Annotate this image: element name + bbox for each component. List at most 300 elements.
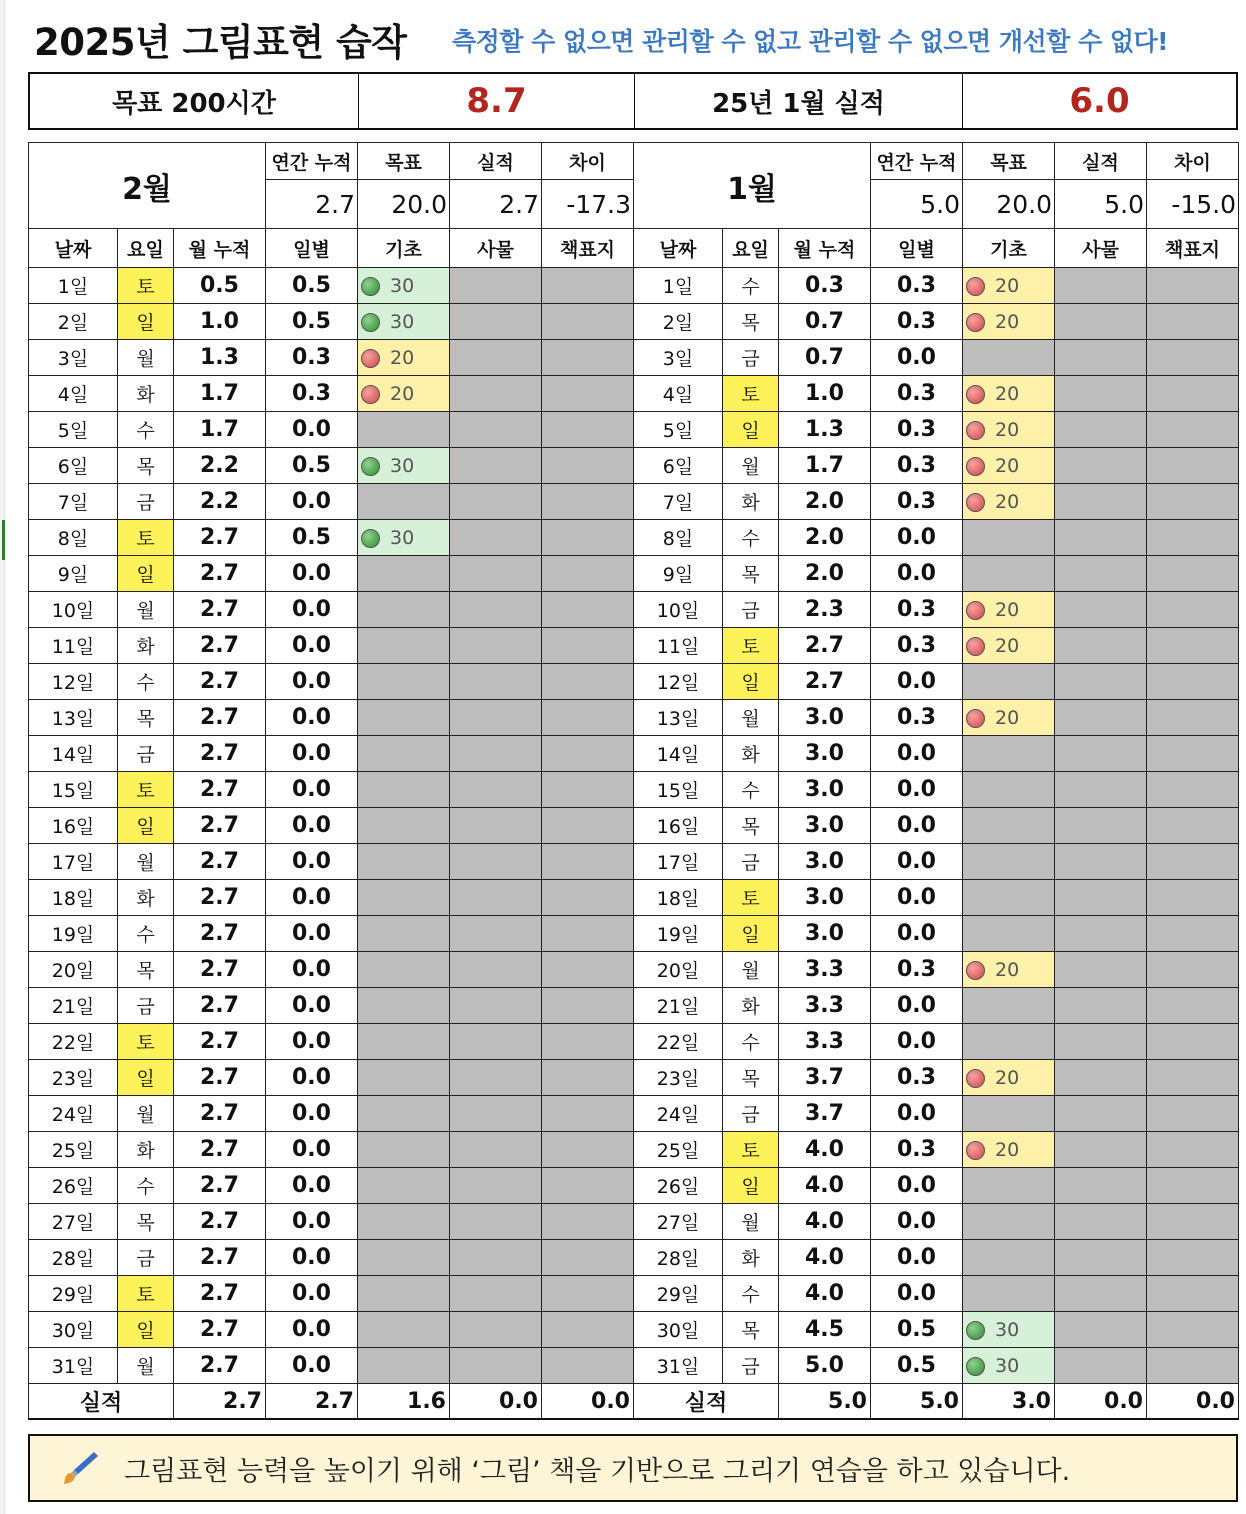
cumulative-cell[interactable]: 0.3 [779, 268, 871, 304]
basic-cell[interactable] [358, 880, 450, 916]
object-cell[interactable] [450, 484, 542, 520]
date-cell[interactable]: 31일 [29, 1348, 118, 1384]
daily-cell[interactable]: 0.0 [266, 700, 358, 736]
weekday-cell[interactable]: 수 [118, 664, 174, 700]
cover-cell[interactable] [1147, 268, 1239, 304]
object-cell[interactable] [450, 808, 542, 844]
cumulative-cell[interactable]: 3.0 [779, 700, 871, 736]
date-cell[interactable]: 29일 [29, 1276, 118, 1312]
object-cell[interactable] [1055, 700, 1147, 736]
column-header-dow[interactable]: 요일 [118, 229, 174, 268]
date-cell[interactable]: 5일 [634, 412, 723, 448]
daily-cell[interactable]: 0.0 [871, 556, 963, 592]
object-cell[interactable] [1055, 1132, 1147, 1168]
basic-cell[interactable] [358, 268, 450, 304]
basic-cell[interactable] [358, 340, 450, 376]
daily-cell[interactable]: 0.0 [871, 916, 963, 952]
weekday-cell[interactable]: 화 [118, 628, 174, 664]
cover-cell[interactable] [542, 304, 634, 340]
basic-cell[interactable] [358, 412, 450, 448]
total-cumulative[interactable]: 2.7 [174, 1384, 266, 1420]
weekday-cell[interactable]: 목 [723, 1312, 779, 1348]
date-cell[interactable]: 8일 [634, 520, 723, 556]
date-cell[interactable]: 25일 [634, 1132, 723, 1168]
basic-cell[interactable] [358, 1024, 450, 1060]
daily-cell[interactable]: 0.0 [266, 556, 358, 592]
object-cell[interactable] [450, 628, 542, 664]
cumulative-cell[interactable]: 0.7 [779, 340, 871, 376]
basic-cell[interactable] [963, 916, 1055, 952]
daily-cell[interactable]: 0.0 [266, 412, 358, 448]
object-cell[interactable] [1055, 592, 1147, 628]
date-cell[interactable]: 31일 [634, 1348, 723, 1384]
basic-cell[interactable] [358, 628, 450, 664]
cumulative-cell[interactable]: 2.7 [174, 1240, 266, 1276]
column-header-cumulative[interactable]: 월 누적 [779, 229, 871, 268]
annual-label[interactable]: 연간 누적 [871, 143, 963, 180]
column-header-object[interactable]: 사물 [450, 229, 542, 268]
basic-cell[interactable] [963, 808, 1055, 844]
daily-cell[interactable]: 0.3 [871, 268, 963, 304]
month-title[interactable]: 1월 [634, 143, 871, 229]
total-cover[interactable]: 0.0 [542, 1384, 634, 1420]
weekday-cell[interactable]: 토 [118, 520, 174, 556]
object-cell[interactable] [1055, 268, 1147, 304]
weekday-cell[interactable]: 월 [118, 844, 174, 880]
cover-cell[interactable] [542, 1132, 634, 1168]
total-basic[interactable]: 1.6 [358, 1384, 450, 1420]
cover-cell[interactable] [542, 484, 634, 520]
cumulative-cell[interactable]: 2.7 [174, 736, 266, 772]
date-cell[interactable]: 3일 [634, 340, 723, 376]
date-cell[interactable]: 19일 [29, 916, 118, 952]
cumulative-cell[interactable]: 3.3 [779, 952, 871, 988]
cumulative-cell[interactable]: 2.7 [174, 880, 266, 916]
weekday-cell[interactable]: 일 [723, 1168, 779, 1204]
cover-cell[interactable] [542, 880, 634, 916]
date-cell[interactable]: 2일 [29, 304, 118, 340]
cover-cell[interactable] [1147, 916, 1239, 952]
daily-cell[interactable]: 0.5 [266, 448, 358, 484]
weekday-cell[interactable]: 월 [118, 1348, 174, 1384]
basic-cell[interactable] [963, 988, 1055, 1024]
object-cell[interactable] [450, 1312, 542, 1348]
cumulative-cell[interactable]: 4.0 [779, 1204, 871, 1240]
cumulative-cell[interactable]: 2.7 [174, 1096, 266, 1132]
cumulative-cell[interactable]: 2.7 [174, 1312, 266, 1348]
object-cell[interactable] [1055, 916, 1147, 952]
weekday-cell[interactable]: 금 [723, 844, 779, 880]
basic-cell[interactable] [963, 700, 1055, 736]
cover-cell[interactable] [1147, 1060, 1239, 1096]
weekday-cell[interactable]: 금 [118, 736, 174, 772]
date-cell[interactable]: 9일 [634, 556, 723, 592]
daily-cell[interactable]: 0.0 [266, 808, 358, 844]
total-object[interactable]: 0.0 [450, 1384, 542, 1420]
month-title[interactable]: 2월 [29, 143, 266, 229]
object-cell[interactable] [1055, 1348, 1147, 1384]
date-cell[interactable]: 6일 [634, 448, 723, 484]
object-cell[interactable] [450, 1348, 542, 1384]
basic-cell[interactable] [963, 340, 1055, 376]
date-cell[interactable]: 29일 [634, 1276, 723, 1312]
weekday-cell[interactable]: 일 [723, 664, 779, 700]
month-value-cell[interactable] [963, 74, 1236, 128]
cumulative-cell[interactable]: 2.7 [174, 1060, 266, 1096]
daily-cell[interactable]: 0.0 [266, 592, 358, 628]
daily-cell[interactable]: 0.0 [266, 772, 358, 808]
weekday-cell[interactable]: 월 [723, 1204, 779, 1240]
cumulative-cell[interactable]: 0.7 [779, 304, 871, 340]
date-cell[interactable]: 9일 [29, 556, 118, 592]
cover-cell[interactable] [542, 268, 634, 304]
cover-cell[interactable] [1147, 304, 1239, 340]
cumulative-cell[interactable]: 3.0 [779, 772, 871, 808]
basic-cell[interactable] [358, 304, 450, 340]
date-cell[interactable]: 13일 [634, 700, 723, 736]
daily-cell[interactable]: 0.0 [266, 1348, 358, 1384]
object-cell[interactable] [450, 736, 542, 772]
daily-cell[interactable]: 0.0 [871, 664, 963, 700]
cover-cell[interactable] [542, 952, 634, 988]
weekday-cell[interactable]: 금 [118, 1240, 174, 1276]
daily-cell[interactable]: 0.0 [871, 1240, 963, 1276]
diff-label[interactable]: 차이 [1147, 143, 1239, 180]
daily-cell[interactable]: 0.0 [266, 736, 358, 772]
basic-cell[interactable] [358, 520, 450, 556]
date-cell[interactable]: 24일 [29, 1096, 118, 1132]
weekday-cell[interactable]: 일 [118, 1060, 174, 1096]
date-cell[interactable]: 4일 [29, 376, 118, 412]
weekday-cell[interactable]: 목 [118, 1204, 174, 1240]
object-cell[interactable] [1055, 772, 1147, 808]
weekday-cell[interactable]: 목 [118, 700, 174, 736]
cover-cell[interactable] [542, 448, 634, 484]
weekday-cell[interactable]: 목 [118, 448, 174, 484]
weekday-cell[interactable]: 일 [118, 304, 174, 340]
object-cell[interactable] [1055, 736, 1147, 772]
daily-cell[interactable]: 0.0 [266, 1312, 358, 1348]
weekday-cell[interactable]: 월 [118, 1096, 174, 1132]
basic-cell[interactable] [963, 1240, 1055, 1276]
cumulative-cell[interactable]: 2.7 [174, 844, 266, 880]
daily-cell[interactable]: 0.0 [266, 1204, 358, 1240]
object-cell[interactable] [1055, 952, 1147, 988]
date-cell[interactable]: 7일 [29, 484, 118, 520]
date-cell[interactable]: 22일 [634, 1024, 723, 1060]
total-cumulative[interactable]: 5.0 [779, 1384, 871, 1420]
weekday-cell[interactable]: 일 [118, 1312, 174, 1348]
object-cell[interactable] [450, 448, 542, 484]
date-cell[interactable]: 5일 [29, 412, 118, 448]
cumulative-cell[interactable]: 2.7 [174, 592, 266, 628]
diff-value[interactable]: -15.0 [1147, 180, 1239, 229]
cover-cell[interactable] [1147, 700, 1239, 736]
basic-cell[interactable] [358, 1348, 450, 1384]
weekday-cell[interactable]: 월 [118, 592, 174, 628]
cumulative-cell[interactable]: 2.7 [779, 664, 871, 700]
date-cell[interactable]: 16일 [634, 808, 723, 844]
date-cell[interactable]: 13일 [29, 700, 118, 736]
daily-cell[interactable]: 0.0 [266, 916, 358, 952]
date-cell[interactable]: 10일 [29, 592, 118, 628]
cover-cell[interactable] [1147, 340, 1239, 376]
weekday-cell[interactable]: 일 [118, 808, 174, 844]
weekday-cell[interactable]: 토 [723, 1132, 779, 1168]
weekday-cell[interactable]: 수 [723, 268, 779, 304]
cumulative-cell[interactable]: 2.7 [174, 628, 266, 664]
date-cell[interactable]: 12일 [634, 664, 723, 700]
weekday-cell[interactable]: 토 [723, 880, 779, 916]
daily-cell[interactable]: 0.3 [871, 700, 963, 736]
object-cell[interactable] [1055, 484, 1147, 520]
daily-cell[interactable]: 0.3 [266, 340, 358, 376]
cover-cell[interactable] [1147, 844, 1239, 880]
basic-cell[interactable] [358, 1168, 450, 1204]
weekday-cell[interactable]: 수 [723, 772, 779, 808]
date-cell[interactable]: 25일 [29, 1132, 118, 1168]
cover-cell[interactable] [1147, 1132, 1239, 1168]
object-cell[interactable] [450, 952, 542, 988]
daily-cell[interactable]: 0.0 [871, 1276, 963, 1312]
date-cell[interactable]: 22일 [29, 1024, 118, 1060]
object-cell[interactable] [450, 1168, 542, 1204]
object-cell[interactable] [450, 988, 542, 1024]
cover-cell[interactable] [542, 1168, 634, 1204]
annual-value[interactable]: 5.0 [871, 180, 963, 229]
weekday-cell[interactable]: 수 [118, 412, 174, 448]
basic-cell[interactable] [963, 628, 1055, 664]
basic-cell[interactable] [963, 520, 1055, 556]
weekday-cell[interactable]: 금 [118, 484, 174, 520]
object-cell[interactable] [1055, 1096, 1147, 1132]
cumulative-cell[interactable]: 2.0 [779, 556, 871, 592]
cover-cell[interactable] [542, 556, 634, 592]
weekday-cell[interactable]: 수 [118, 1168, 174, 1204]
column-header-object[interactable]: 사물 [1055, 229, 1147, 268]
weekday-cell[interactable]: 월 [118, 340, 174, 376]
cover-cell[interactable] [542, 1348, 634, 1384]
daily-cell[interactable]: 0.0 [266, 1024, 358, 1060]
cumulative-cell[interactable]: 1.7 [174, 412, 266, 448]
cover-cell[interactable] [1147, 736, 1239, 772]
basic-cell[interactable] [358, 1060, 450, 1096]
weekday-cell[interactable]: 화 [118, 376, 174, 412]
daily-cell[interactable]: 0.0 [266, 988, 358, 1024]
cumulative-cell[interactable]: 2.7 [174, 808, 266, 844]
basic-cell[interactable] [358, 1312, 450, 1348]
weekday-cell[interactable]: 화 [118, 880, 174, 916]
cumulative-cell[interactable]: 2.7 [174, 1024, 266, 1060]
cumulative-cell[interactable]: 4.0 [779, 1276, 871, 1312]
basic-cell[interactable] [358, 1096, 450, 1132]
basic-cell[interactable] [963, 1132, 1055, 1168]
basic-cell[interactable] [358, 592, 450, 628]
cover-cell[interactable] [542, 916, 634, 952]
cumulative-cell[interactable]: 2.7 [779, 628, 871, 664]
daily-cell[interactable]: 0.0 [266, 1168, 358, 1204]
daily-cell[interactable]: 0.0 [871, 808, 963, 844]
cover-cell[interactable] [1147, 556, 1239, 592]
cumulative-cell[interactable]: 1.3 [779, 412, 871, 448]
object-cell[interactable] [450, 340, 542, 376]
basic-cell[interactable] [358, 844, 450, 880]
weekday-cell[interactable]: 화 [118, 1132, 174, 1168]
cumulative-cell[interactable]: 2.7 [174, 700, 266, 736]
cover-cell[interactable] [1147, 772, 1239, 808]
weekday-cell[interactable]: 일 [118, 556, 174, 592]
cover-cell[interactable] [1147, 808, 1239, 844]
weekday-cell[interactable]: 금 [723, 1096, 779, 1132]
basic-cell[interactable] [963, 1096, 1055, 1132]
cumulative-cell[interactable]: 5.0 [779, 1348, 871, 1384]
weekday-cell[interactable]: 금 [723, 592, 779, 628]
object-cell[interactable] [450, 664, 542, 700]
date-cell[interactable]: 20일 [634, 952, 723, 988]
column-header-dow[interactable]: 요일 [723, 229, 779, 268]
cumulative-cell[interactable]: 2.7 [174, 520, 266, 556]
daily-cell[interactable]: 0.0 [266, 628, 358, 664]
cumulative-cell[interactable]: 2.7 [174, 952, 266, 988]
object-cell[interactable] [1055, 304, 1147, 340]
weekday-cell[interactable]: 화 [723, 988, 779, 1024]
daily-cell[interactable]: 0.0 [871, 1024, 963, 1060]
basic-cell[interactable] [963, 1276, 1055, 1312]
basic-cell[interactable] [963, 1168, 1055, 1204]
object-cell[interactable] [450, 844, 542, 880]
date-cell[interactable]: 21일 [29, 988, 118, 1024]
daily-cell[interactable]: 0.5 [871, 1348, 963, 1384]
basic-cell[interactable] [963, 1348, 1055, 1384]
basic-cell[interactable] [358, 484, 450, 520]
date-cell[interactable]: 15일 [29, 772, 118, 808]
date-cell[interactable]: 8일 [29, 520, 118, 556]
column-header-cumulative[interactable]: 월 누적 [174, 229, 266, 268]
object-cell[interactable] [450, 592, 542, 628]
cover-cell[interactable] [542, 664, 634, 700]
weekday-cell[interactable]: 토 [723, 628, 779, 664]
cumulative-cell[interactable]: 4.0 [779, 1132, 871, 1168]
date-cell[interactable]: 24일 [634, 1096, 723, 1132]
column-header-daily[interactable]: 일별 [871, 229, 963, 268]
cumulative-cell[interactable]: 2.7 [174, 1132, 266, 1168]
cumulative-cell[interactable]: 2.7 [174, 1348, 266, 1384]
object-cell[interactable] [450, 880, 542, 916]
date-cell[interactable]: 14일 [634, 736, 723, 772]
daily-cell[interactable]: 0.3 [871, 592, 963, 628]
weekday-cell[interactable]: 월 [723, 700, 779, 736]
basic-cell[interactable] [358, 376, 450, 412]
object-cell[interactable] [450, 304, 542, 340]
month-label-cell[interactable] [635, 74, 963, 128]
basic-cell[interactable] [963, 952, 1055, 988]
daily-cell[interactable]: 0.3 [871, 628, 963, 664]
date-cell[interactable]: 17일 [634, 844, 723, 880]
cumulative-cell[interactable]: 0.5 [174, 268, 266, 304]
object-cell[interactable] [450, 520, 542, 556]
object-cell[interactable] [1055, 808, 1147, 844]
date-cell[interactable]: 18일 [29, 880, 118, 916]
cumulative-cell[interactable]: 4.0 [779, 1168, 871, 1204]
basic-cell[interactable] [963, 592, 1055, 628]
date-cell[interactable]: 20일 [29, 952, 118, 988]
basic-cell[interactable] [963, 1204, 1055, 1240]
cover-cell[interactable] [1147, 1168, 1239, 1204]
object-cell[interactable] [450, 556, 542, 592]
cover-cell[interactable] [542, 1240, 634, 1276]
cumulative-cell[interactable]: 2.2 [174, 448, 266, 484]
goal-value[interactable]: 20.0 [963, 180, 1055, 229]
object-cell[interactable] [1055, 556, 1147, 592]
object-cell[interactable] [450, 1024, 542, 1060]
basic-cell[interactable] [358, 1240, 450, 1276]
daily-cell[interactable]: 0.0 [266, 952, 358, 988]
column-header-cover[interactable]: 책표지 [542, 229, 634, 268]
cumulative-cell[interactable]: 2.7 [174, 1276, 266, 1312]
cumulative-cell[interactable]: 2.7 [174, 1168, 266, 1204]
cumulative-cell[interactable]: 1.0 [174, 304, 266, 340]
cover-cell[interactable] [1147, 448, 1239, 484]
basic-cell[interactable] [963, 1312, 1055, 1348]
cover-cell[interactable] [1147, 1024, 1239, 1060]
object-cell[interactable] [450, 1132, 542, 1168]
weekday-cell[interactable]: 화 [723, 484, 779, 520]
date-cell[interactable]: 16일 [29, 808, 118, 844]
daily-cell[interactable]: 0.3 [871, 448, 963, 484]
weekday-cell[interactable]: 목 [723, 1060, 779, 1096]
cumulative-cell[interactable]: 2.7 [174, 664, 266, 700]
date-cell[interactable]: 6일 [29, 448, 118, 484]
basic-cell[interactable] [358, 916, 450, 952]
weekday-cell[interactable]: 토 [118, 1276, 174, 1312]
cover-cell[interactable] [1147, 1312, 1239, 1348]
cover-cell[interactable] [1147, 376, 1239, 412]
daily-cell[interactable]: 0.0 [871, 1096, 963, 1132]
weekday-cell[interactable]: 목 [723, 556, 779, 592]
cover-cell[interactable] [542, 1276, 634, 1312]
weekday-cell[interactable]: 토 [723, 376, 779, 412]
cover-cell[interactable] [1147, 1348, 1239, 1384]
cover-cell[interactable] [1147, 592, 1239, 628]
cover-cell[interactable] [542, 700, 634, 736]
cover-cell[interactable] [1147, 1096, 1239, 1132]
object-cell[interactable] [1055, 376, 1147, 412]
object-cell[interactable] [450, 412, 542, 448]
cover-cell[interactable] [542, 988, 634, 1024]
cover-cell[interactable] [542, 736, 634, 772]
object-cell[interactable] [450, 1060, 542, 1096]
object-cell[interactable] [1055, 412, 1147, 448]
cover-cell[interactable] [542, 1060, 634, 1096]
cumulative-cell[interactable]: 3.0 [779, 808, 871, 844]
daily-cell[interactable]: 0.3 [871, 952, 963, 988]
date-cell[interactable]: 26일 [29, 1168, 118, 1204]
daily-cell[interactable]: 0.3 [871, 376, 963, 412]
cover-cell[interactable] [1147, 988, 1239, 1024]
cover-cell[interactable] [542, 376, 634, 412]
cover-cell[interactable] [542, 520, 634, 556]
object-cell[interactable] [450, 268, 542, 304]
cover-cell[interactable] [542, 844, 634, 880]
cumulative-cell[interactable]: 2.0 [779, 484, 871, 520]
basic-cell[interactable] [963, 484, 1055, 520]
daily-cell[interactable]: 0.0 [871, 772, 963, 808]
basic-cell[interactable] [358, 988, 450, 1024]
date-cell[interactable]: 10일 [634, 592, 723, 628]
cover-cell[interactable] [1147, 520, 1239, 556]
daily-cell[interactable]: 0.5 [266, 520, 358, 556]
cumulative-cell[interactable]: 2.3 [779, 592, 871, 628]
